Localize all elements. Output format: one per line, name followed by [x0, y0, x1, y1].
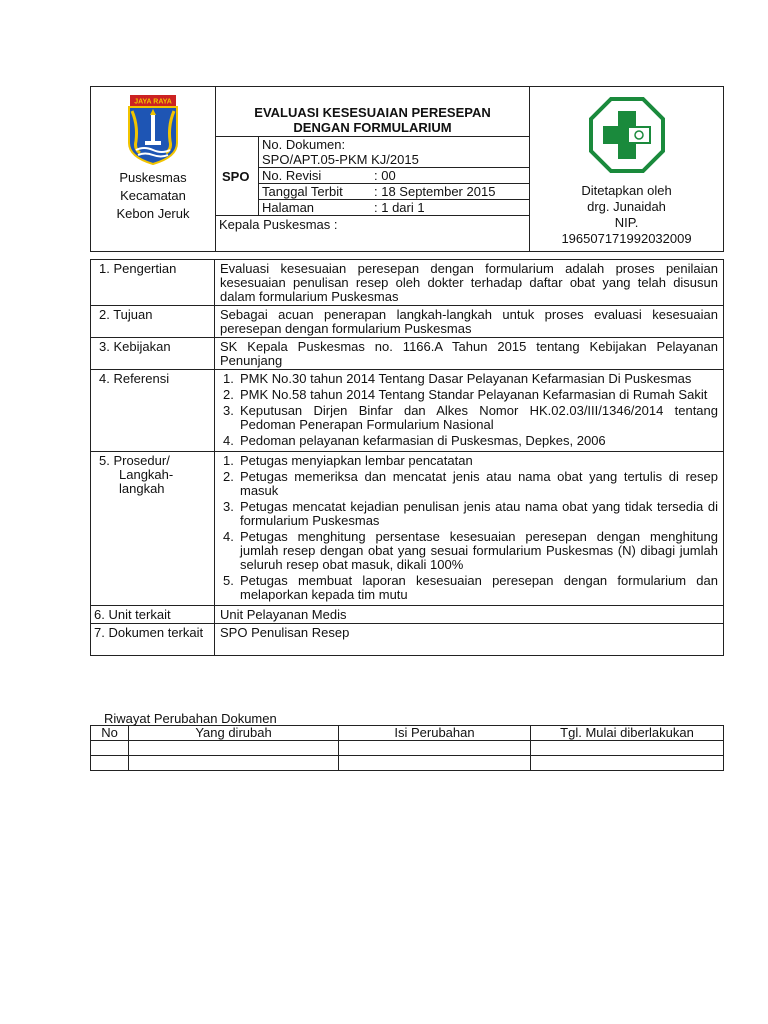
kepala-puskesmas: Kepala Puskesmas : [216, 216, 530, 252]
list-item: 5. Petugas membuat laporan kesesuaian peresepan dengan formularium dan melaporkan kepada tim mutu [223, 573, 718, 602]
row-label: 2. Tujuan [91, 306, 215, 338]
list-item: 4. Petugas menghitung persentase kesesuaian peresepan dengan menghitung jumlah resep dengan obat yang sesuai formularium Puskesmas (N) dibagi jumlah seluruh resep obat masuk, dikali 100% [223, 529, 718, 572]
table-row [91, 338, 724, 370]
document-header [90, 86, 724, 252]
document-title: EVALUASI KESESUAIAN PERESEPAN DENGAN FORMULARIUM [216, 87, 530, 137]
column-header: Tgl. Mulai diberlakukan [531, 726, 724, 741]
table-row [91, 606, 724, 624]
history-table [90, 725, 724, 771]
table-row [91, 624, 724, 656]
row-label: 6. Unit terkait [91, 606, 215, 624]
row-label: 7. Dokumen terkait [91, 624, 215, 656]
doc-number: No. Dokumen: SPO/APT.05-PKM KJ/2015 [259, 137, 530, 168]
history-title: Riwayat Perubahan Dokumen [104, 711, 277, 726]
jaya-raya-emblem-icon [126, 95, 180, 165]
nip-label: NIP. [614, 215, 639, 230]
pengertian-text: Evaluasi kesesuaian peresepan dengan formularium adalah proses penilaian kesesuaian penulisan resep oleh dokter terhadap daftar obat yang telah disusun dalam formularium Puskesmas [215, 260, 724, 306]
column-header: Isi Perubahan [339, 726, 531, 741]
list-item: 2. PMK No.58 tahun 2014 Tentang Standar Pelayanan Kefarmasian di Rumah Sakit [223, 387, 708, 402]
puskesmas-cross-logo-icon [589, 97, 665, 173]
nip-value: 196507171992032009 [561, 231, 692, 246]
list-item: 3. Petugas mencatat kejadian penulisan jenis atau nama obat yang tidak tersedia di formularium Puskesmas [223, 499, 718, 528]
org-line: Puskesmas [119, 170, 187, 185]
prosedur-list-cell [215, 452, 724, 606]
row-label: 5. Prosedur/ Langkah- langkah [91, 452, 215, 606]
referensi-list-cell [215, 370, 724, 452]
list-item: 1. Petugas menyiapkan lembar pencatatan [223, 453, 473, 468]
list-item: 1. PMK No.30 tahun 2014 Tentang Dasar Pelayanan Kefarmasian Di Puskesmas [223, 371, 692, 386]
dokumen-terkait-text: SPO Penulisan Resep [215, 624, 724, 656]
unit-terkait-text: Unit Pelayanan Medis [215, 606, 724, 624]
org-line: Kebon Jeruk [116, 206, 190, 221]
approval-cell [530, 87, 724, 252]
column-header: Yang dirubah [129, 726, 339, 741]
table-row [91, 306, 724, 338]
table-header-row [91, 726, 724, 741]
table-row [91, 741, 724, 756]
org-line: Kecamatan [120, 188, 186, 203]
row-label: 1. Pengertian [91, 260, 215, 306]
issue-date: Tanggal Terbit : 18 September 2015 [259, 184, 530, 200]
ditetapkan-text: Ditetapkan oleh [581, 183, 672, 198]
list-item: 3. Keputusan Dirjen Binfar dan Alkes Nomor HK.02.03/III/1346/2014 tentang Pedoman Penerapan Formularium Nasional [223, 403, 718, 432]
table-row [91, 370, 724, 452]
svg-text:JAYA RAYA: JAYA RAYA [134, 98, 172, 106]
spo-content-table [90, 259, 724, 656]
page-count: Halaman : 1 dari 1 [259, 200, 530, 216]
column-header: No [91, 726, 129, 741]
table-row [91, 756, 724, 771]
prosedur-list [220, 454, 718, 602]
row-label: 3. Kebijakan [91, 338, 215, 370]
kebijakan-text: SK Kepala Puskesmas no. 1166.A Tahun 2015 tentang Kebijakan Pelayanan Penunjang [215, 338, 724, 370]
revision-number: No. Revisi : 00 [259, 168, 530, 184]
spo-label: SPO [216, 137, 259, 216]
tujuan-text: Sebagai acuan penerapan langkah-langkah untuk proses evaluasi kesesuaian peresepan dengan formularium Puskesmas [215, 306, 724, 338]
referensi-list [220, 372, 718, 448]
row-label: 4. Referensi [91, 370, 215, 452]
org-cell [91, 87, 216, 252]
table-row [91, 452, 724, 606]
list-item: 4. Pedoman pelayanan kefarmasian di Puskesmas, Depkes, 2006 [223, 433, 606, 448]
approver-name: drg. Junaidah [587, 199, 666, 214]
list-item: 2. Petugas memeriksa dan mencatat jenis atau nama obat yang tertulis di resep masuk [223, 469, 718, 498]
table-row [91, 260, 724, 306]
